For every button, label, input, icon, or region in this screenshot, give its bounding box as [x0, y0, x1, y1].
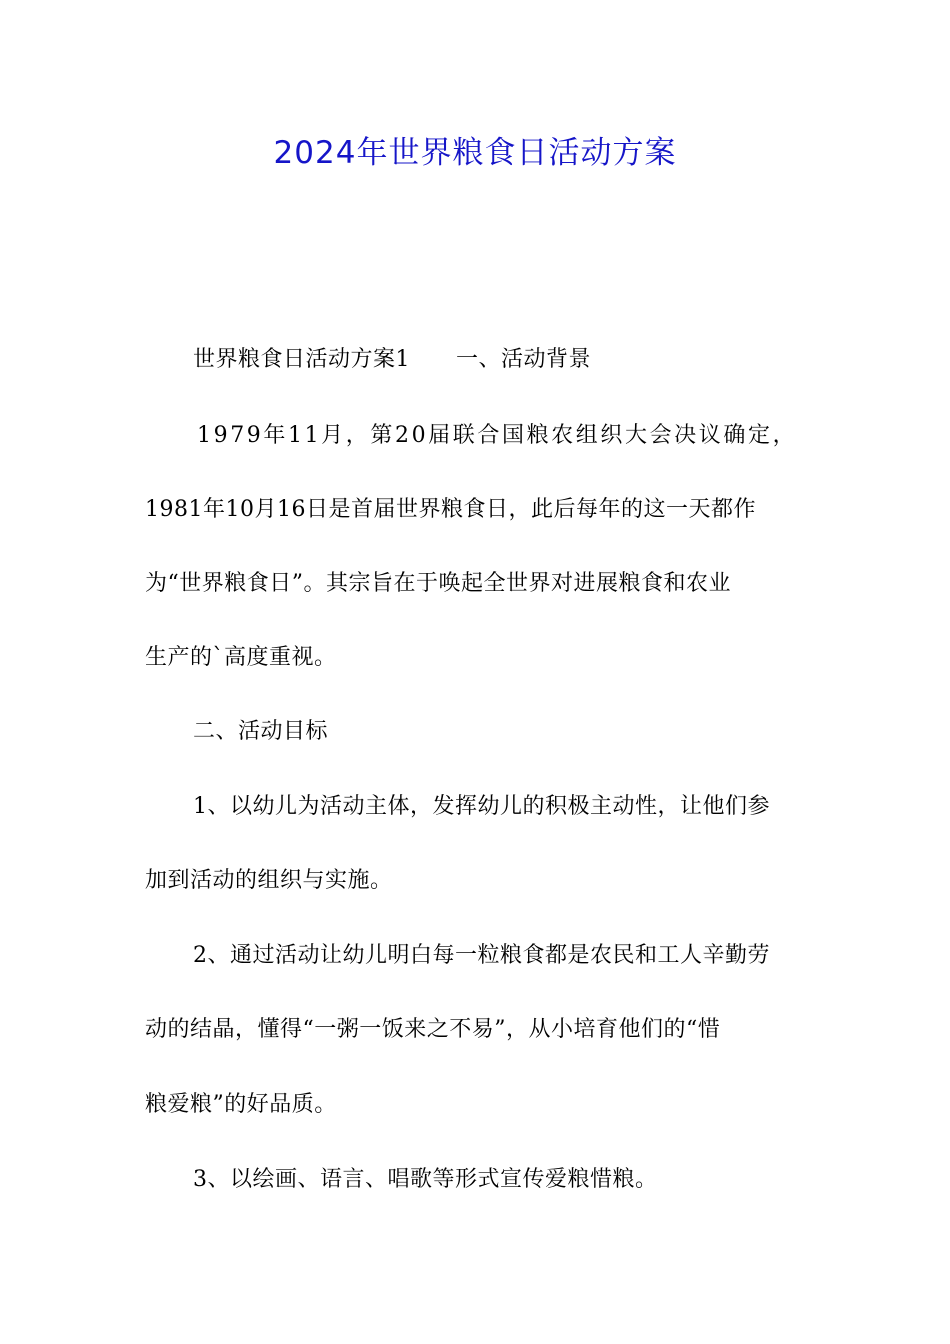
background-paragraph-line: 1979年11月，第20届联合国粮农组织大会决议确定， — [197, 423, 798, 448]
background-paragraph-line: 1981年10月16日是首届世界粮食日，此后每年的这一天都作 — [145, 497, 756, 522]
goal-item-line: 1、以幼儿为活动主体，发挥幼儿的积极主动性，让他们参 — [193, 794, 770, 819]
plan-title: 世界粮食日活动方案1 — [193, 347, 410, 372]
goal-item-line: 2、通过活动让幼儿明白每一粒粮食都是农民和工人辛勤劳 — [193, 943, 770, 968]
background-paragraph-line: 生产的`高度重视。 — [145, 645, 337, 670]
goal-item-line: 粮爱粮”的好品质。 — [145, 1092, 337, 1117]
goal-item-line: 加到活动的组织与实施。 — [145, 868, 393, 893]
goal-item-line: 动的结晶，懂得“一粥一饭来之不易”，从小培育他们的“惜 — [145, 1017, 721, 1042]
section-intro-line — [193, 340, 591, 380]
goals-heading: 二、活动目标 — [193, 719, 329, 744]
background-paragraph-line: 为“世界粮食日”。其宗旨在于唤起全世界对进展粮食和农业 — [145, 571, 731, 596]
goal-item-line: 3、以绘画、语言、唱歌等形式宣传爱粮惜粮。 — [193, 1167, 658, 1192]
document-title: 2024年世界粮食日活动方案 — [273, 135, 677, 171]
background-heading: 一、活动背景 — [456, 347, 592, 372]
